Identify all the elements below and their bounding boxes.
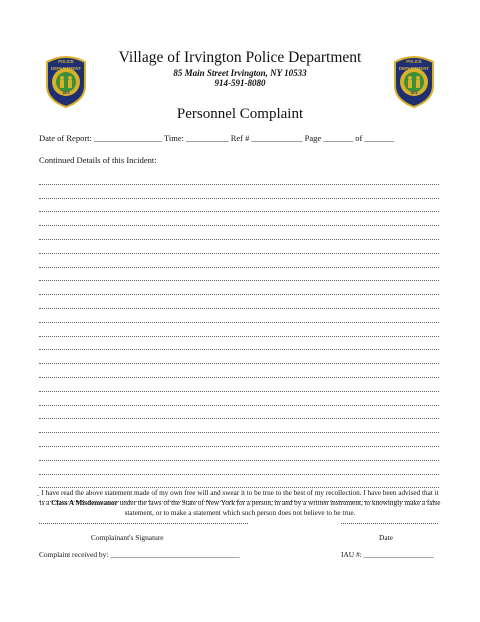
sworn-statement [39,488,441,518]
writing-line[interactable] [39,364,439,378]
writing-line[interactable] [39,447,439,461]
iau-label: IAU #: [341,550,362,559]
writing-line[interactable] [39,295,439,309]
ref-label: Ref # [230,133,250,143]
details-writing-lines[interactable] [39,171,439,502]
report-info-row [39,133,439,143]
bullet-mark: . [37,489,39,498]
signature-label: Complainant's Signature [91,533,164,542]
svg-text:1872: 1872 [410,91,418,95]
svg-text:POLICE: POLICE [58,59,74,64]
org-name: Village of Irvington Police Department [118,49,362,66]
received-by-label: Complaint received by: [39,550,109,559]
iau-row [341,550,434,559]
of-label: of [355,133,363,143]
iau-field[interactable]: ___________________ [363,550,434,559]
writing-line[interactable] [39,433,439,447]
writing-line[interactable] [39,461,439,475]
date-label: Date of Report: [39,133,92,143]
writing-line[interactable] [39,171,439,185]
date-signature-line[interactable] [341,523,438,524]
writing-line[interactable] [39,281,439,295]
statement-misdemeanor-text: Class A Misdemeanor [51,499,118,507]
details-label: Continued Details of this Incident: [39,155,157,165]
writing-line[interactable] [39,240,439,254]
page-label: Page [304,133,322,143]
received-by-field[interactable]: ___________________________________ [110,550,240,559]
date-field[interactable]: ________________ [94,133,162,143]
writing-line[interactable] [39,419,439,433]
writing-line[interactable] [39,323,439,337]
of-field[interactable]: _______ [364,133,395,143]
svg-text:DEPARTMENT: DEPARTMENT [398,66,430,71]
writing-line[interactable] [39,309,439,323]
signature-date-label: Date [379,533,393,542]
statement-text-part2: under the laws of the State of New York for a person, in and by a written instrument, to knowingly make a false statement, or to make a statement which such person does not believe to be true. [117,499,441,517]
writing-line[interactable] [39,212,439,226]
time-field[interactable]: __________ [186,133,229,143]
svg-text:POLICE: POLICE [406,59,422,64]
writing-line[interactable] [39,185,439,199]
ref-field[interactable]: ____________ [251,133,303,143]
writing-line[interactable] [39,268,439,282]
received-by-row [39,550,240,559]
writing-line[interactable] [39,199,439,213]
org-phone: 914-591-8080 [214,78,266,88]
writing-line[interactable] [39,350,439,364]
svg-text:1872: 1872 [62,91,70,95]
org-address: 85 Main Street Irvington, NY 10533 [173,68,307,78]
writing-line[interactable] [39,337,439,351]
writing-line[interactable] [39,475,439,489]
page-field[interactable]: _______ [323,133,354,143]
svg-text:DEPARTMENT: DEPARTMENT [50,66,82,71]
form-title: Personnel Complaint [176,106,304,122]
writing-line[interactable] [39,254,439,268]
writing-line[interactable] [39,226,439,240]
writing-line[interactable] [39,406,439,420]
writing-line[interactable] [39,392,439,406]
signature-line[interactable] [39,523,248,524]
writing-line[interactable] [39,378,439,392]
statement-text-part1: I have read the above statement made of my own free will and swear it to be true to the best of my recollection. I have been advised that it is a [39,489,439,507]
time-label: Time: [163,133,184,143]
